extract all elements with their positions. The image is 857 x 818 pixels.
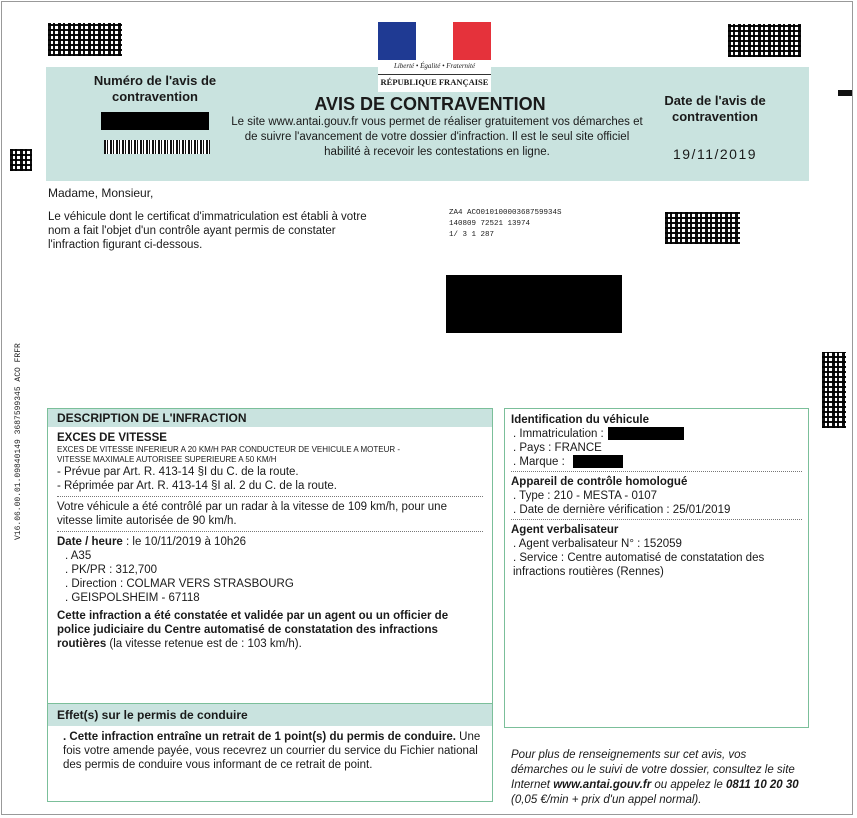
agent-number: . Agent verbalisateur N° : 152059 xyxy=(513,538,682,550)
intro-text: Le véhicule dont le certificat d'immatriculation est établi à votre nom a fait l'objet d'un contrôle ayant permis de constater l'infraction figurant ci-dessous. xyxy=(48,211,367,251)
direction: . Direction : COLMAR VERS STRASBOURG xyxy=(65,578,294,590)
republic-label: RÉPUBLIQUE FRANÇAISE xyxy=(378,74,491,87)
date-heure-value: : le 10/11/2019 à 10h26 xyxy=(122,536,247,548)
motto: Liberté • Égalité • Fraternité xyxy=(393,62,476,70)
notice-number-label: Numéro de l'avis de contravention xyxy=(93,73,217,104)
footer-text: (0,05 €/min + prix d'un appel normal). xyxy=(511,794,702,806)
radar-text: Votre véhicule a été contrôlé par un radar à la vitesse de 109 km/h, pour une vitesse limite autorisée de 90 km/h. xyxy=(57,501,447,527)
constat-bold: Cette infraction a été constatée et validée par un agent ou un officier de police judiciaire du Centre automatisé de constatation des infractions routières xyxy=(57,610,449,650)
infraction-detail: EXCES DE VITESSE INFERIEUR A 20 KM/H PAR CONDUCTEUR DE VEHICULE A MOTEUR - xyxy=(57,445,401,454)
footer-text: ou appelez le xyxy=(651,779,726,791)
header-description: Le site www.antai.gouv.fr vous permet de réaliser gratuitement vos démarches et de suivre l'avancement de votre dossier d'infraction. Il est le seul site officiel habilité à recevoir les contestations en ligne. xyxy=(231,116,643,158)
footer-info xyxy=(511,748,803,808)
permis-header: Effet(s) sur le permis de conduire xyxy=(48,704,492,726)
page-title: AVIS DE CONTRAVENTION xyxy=(314,94,546,114)
infraction-box xyxy=(47,408,493,704)
derniere-verification: . Date de dernière vérification : 25/01/2019 xyxy=(513,504,731,516)
address-code xyxy=(449,208,562,241)
constat-rest: (la vitesse retenue est de : 103 km/h). xyxy=(106,638,302,650)
pays: . Pays : FRANCE xyxy=(513,442,602,454)
town: . GEISPOLSHEIM - 67118 xyxy=(65,592,200,604)
agent-header: Agent verbalisateur xyxy=(511,524,619,536)
notice-number-redacted xyxy=(101,112,209,130)
qr-code-right-edge xyxy=(822,352,846,428)
date-heure-label: Date / heure xyxy=(57,536,123,548)
permis-rest: Une fois votre amende payée, vous recevrez un courrier du service du Fichier national des permis de conduire vous informant de ce retrait de point. xyxy=(63,731,481,771)
infraction-title: EXCES DE VITESSE xyxy=(57,432,167,444)
address-redacted xyxy=(446,275,622,333)
agent-service: . Service : Centre automatisé de constatation des infractions routières (Rennes) xyxy=(513,552,765,578)
notice-date: 19/11/2019 xyxy=(672,146,758,162)
address-code-line: 140809 72521 13974 xyxy=(449,220,531,228)
pk-pr: . PK/PR : 312,700 xyxy=(65,564,158,576)
barcode xyxy=(104,140,210,154)
qr-code-top-left xyxy=(48,23,122,56)
road: . A35 xyxy=(65,550,92,562)
footer-text: Pour plus de renseignements sur cet avis, vos démarches ou le suivi de votre dossier, consultez le site Internet xyxy=(511,749,795,791)
qr-code-address xyxy=(665,212,740,244)
vehicle-header: Identification du véhicule xyxy=(511,414,650,426)
vehicle-box xyxy=(504,408,809,728)
vertical-code: V16.06.00.01.09840149 3687599345 ACO FRFR xyxy=(14,343,23,540)
reprimee-text: - Réprimée par Art. R. 413-14 §I al. 2 du C. de la route. xyxy=(57,480,337,492)
date-label: Date de l'avis de contravention xyxy=(664,93,766,124)
immatriculation-redacted xyxy=(608,427,684,440)
marque-redacted xyxy=(573,455,623,468)
immatriculation: . Immatriculation : xyxy=(513,428,604,440)
prevue-text: - Prévue par Art. R. 413-14 §I du C. de la route. xyxy=(57,466,299,478)
edge-mark xyxy=(838,90,852,96)
marianne-logo xyxy=(378,22,491,92)
footer-phone: 0811 10 20 30 xyxy=(726,779,799,791)
address-code-line: ZA4 ACO01010000368759934S xyxy=(449,209,562,217)
footer-site-link[interactable]: www.antai.gouv.fr xyxy=(553,779,652,791)
appareil-header: Appareil de contrôle homologué xyxy=(511,476,688,488)
permis-bold: . Cette infraction entraîne un retrait de 1 point(s) du permis de conduire. xyxy=(63,731,456,743)
address-code-line: 1/ 3 1 287 xyxy=(449,231,495,239)
marque: . Marque : xyxy=(513,456,565,468)
qr-code-top-right xyxy=(728,24,801,57)
appareil-type: . Type : 210 - MESTA - 0107 xyxy=(513,490,658,502)
infraction-detail: VITESSE MAXIMALE AUTORISEE SUPERIEURE A 50 KM/H xyxy=(57,455,277,464)
infraction-header: DESCRIPTION DE L'INFRACTION xyxy=(48,409,492,427)
qr-code-left-edge xyxy=(10,149,32,171)
salutation: Madame, Monsieur, xyxy=(48,186,154,200)
permis-box xyxy=(47,704,493,802)
